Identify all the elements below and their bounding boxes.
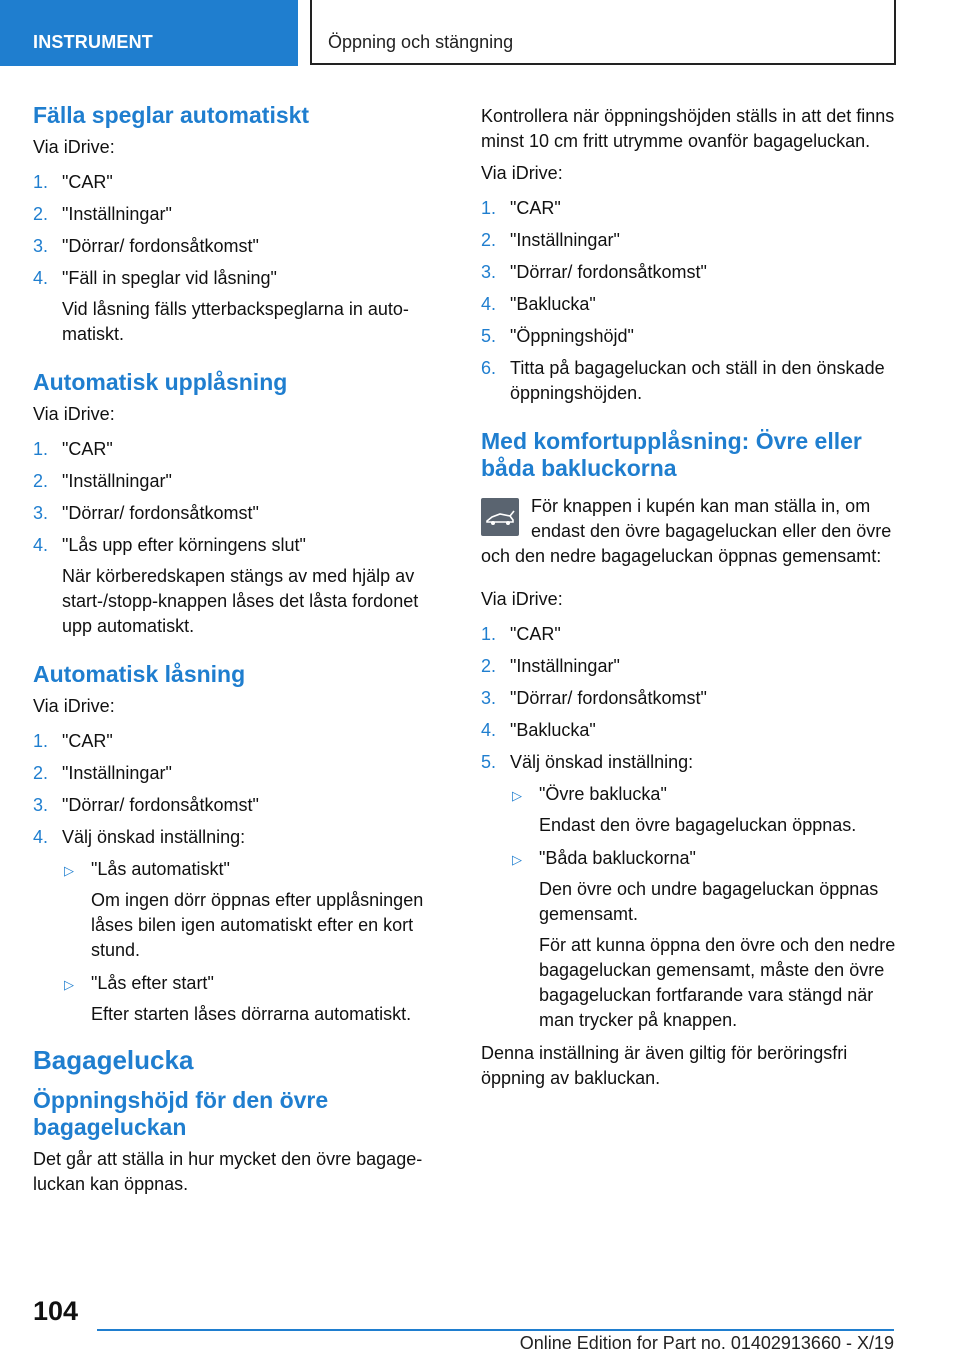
trunk-intro: Det går att ställa in hur mycket den övre bagageluckan kan öppnas. [33,1149,423,1194]
left-column [33,100,451,1204]
via-idrive-label: Via iDrive: [33,696,115,716]
lock-steps [33,729,451,1027]
comfort-closing: Denna inställning är även giltig för beröringsfri öppning av bakluckan. [481,1043,848,1088]
list-item: 4. "Fäll in speglar vid låsning" Vid låsning fälls ytterbackspeglarna in automatiskt. [33,266,451,347]
heading-auto-lock: Automatisk låsning [33,661,246,687]
lock-options [62,857,451,1027]
option-item: ▷ "Båda bakluckorna" Den övre och undre bagageluckan öppnas gemensamt. För att kunna öppna den övre och den nedre bagageluckan gemensamt, måste den övre bagageluckan fortfarande vara stängd när man trycker på knappen. [512,848,896,1030]
heading-auto-unlock: Automatisk upplåsning [33,369,288,395]
list-item: 1. "CAR" [33,172,113,192]
list-item: 1. "CAR" [33,439,113,459]
option-item: ▷ "Övre baklucka" Endast den övre bagageluckan öppnas. [512,784,857,835]
comfort-steps [481,622,899,1033]
heading-comfort-access: Med komfortupplåsning: Övre eller båda bakluckorna [481,428,862,481]
list-item: 2. "Inställningar" [481,230,620,250]
list-item: 4. "Lås upp efter körningens slut" När körberedskapen stängs av med hjälp av start-/stopp-knappen låses det låsta fordonet upp automatiskt. [33,533,451,639]
via-idrive-label: Via iDrive: [481,589,563,609]
edition-text: Online Edition for Part no. 01402913660 - X/19 [519,1333,894,1353]
list-item: 1. "CAR" [481,624,561,644]
comfort-intro: För knappen i kupén kan man ställa in, om endast den övre bagageluckan eller den övre och den nedre bagageluckan öppnas gemensamt: [481,496,892,566]
list-item: 3. "Dörrar/ fordonsåtkomst" [481,688,707,708]
list-item: 1. "CAR" [481,198,561,218]
list-item: 5. "Öppningshöjd" [481,326,634,346]
car-trunk-icon [481,498,519,536]
footer-divider [97,1329,894,1331]
via-idrive-label: Via iDrive: [33,137,115,157]
triangle-bullet-icon: ▷ [64,863,74,878]
list-item: 5. Välj önskad inställning: ▷ "Övre baklucka" Endast den övre bagageluckan öppnas. ▷ "Båda bakluckorna" Den övre och undre bagageluckan öppnas gemensamt. För att kunna öppna den övre och den nedre bagageluckan gemensamt, måste den övre bagageluckan fortfarande vara stängd när man trycker på knappen. [481,750,899,1033]
height-intro: Kontrollera när öppningshöjden ställs in att det finns minst 10 cm fritt utrymme ovanför bagageluckan. [481,106,895,151]
list-item: 3. "Dörrar/ fordonsåtkomst" [481,262,707,282]
list-item: 4. Välj önskad inställning: ▷ "Lås automatiskt" Om ingen dörr öppnas efter upplåsningen låses bilen igen automatiskt efter en kort stund. ▷ "Lås efter start" Efter starten låses dörrarna automatiskt. [33,825,451,1027]
list-item: 1. "CAR" [33,731,113,751]
via-idrive-label: Via iDrive: [33,404,115,424]
list-item: 3. "Dörrar/ fordonsåtkomst" [33,795,259,815]
list-item: 2. "Inställningar" [33,204,172,224]
list-item: 2. "Inställningar" [481,656,620,676]
section-tab[interactable]: INSTRUMENT [0,0,298,66]
page-header [0,0,960,66]
list-item: 4. "Baklucka" [481,294,596,314]
step-note: Vid låsning fälls ytterbackspeglarna in automatiskt. [62,299,409,344]
list-item: 6. Titta på bagageluckan och ställ in den önskade öppningshöjden. [481,358,885,403]
unlock-steps [33,437,451,639]
triangle-bullet-icon: ▷ [64,977,74,992]
page-number: 104 [33,1296,79,1326]
list-item: 2. "Inställningar" [33,471,172,491]
list-item: 3. "Dörrar/ fordonsåtkomst" [33,236,259,256]
step-note: När körberedskapen stängs av med hjälp av start-/stopp-knappen låses det låsta fordonet upp automatiskt. [62,566,419,636]
comfort-options [510,782,899,1033]
option-item: ▷ "Lås efter start" Efter starten låses dörrarna automatiskt. [64,973,412,1024]
height-steps [481,196,899,406]
option-item: ▷ "Lås automatiskt" Om ingen dörr öppnas efter upplåsningen låses bilen igen automatiskt efter en kort stund. [64,859,424,960]
triangle-bullet-icon: ▷ [512,852,522,867]
triangle-bullet-icon: ▷ [512,788,522,803]
list-item: 4. "Baklucka" [481,720,596,740]
right-column [481,104,899,1098]
mirrors-steps [33,170,451,347]
heading-trunk: Bagagelucka [33,1045,194,1075]
list-item: 3. "Dörrar/ fordonsåtkomst" [33,503,259,523]
heading-mirrors: Fälla speglar automatiskt [33,102,310,128]
chapter-tab[interactable]: Öppning och stängning [310,0,896,65]
list-item: 2. "Inställningar" [33,763,172,783]
heading-trunk-height: Öppningshöjd för den övre bagageluckan [33,1087,329,1140]
via-idrive-label: Via iDrive: [481,163,563,183]
